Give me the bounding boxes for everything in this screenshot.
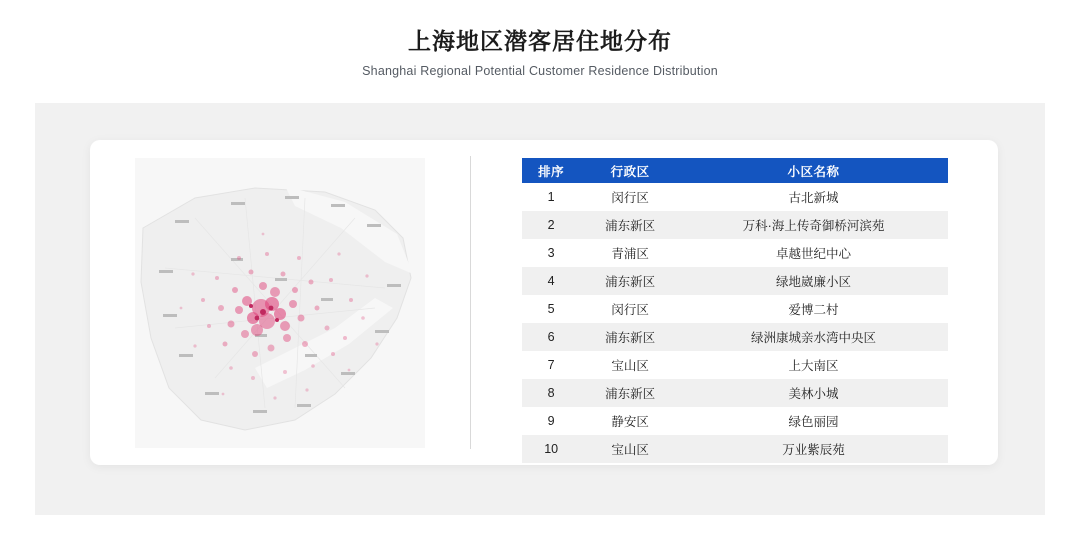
table-row <box>522 435 948 463</box>
table-pane <box>471 140 998 465</box>
table-row <box>522 323 948 351</box>
cell-community: 美林小城 <box>679 379 947 407</box>
column-header-rank: 排序 <box>522 158 581 183</box>
table-header-row <box>522 158 948 183</box>
cell-community: 万科·海上传奇御桥河滨苑 <box>679 211 947 239</box>
table-row <box>522 407 948 435</box>
cell-community: 卓越世纪中心 <box>679 239 947 267</box>
table-row <box>522 267 948 295</box>
cell-community: 绿洲康城亲水湾中央区 <box>679 323 947 351</box>
content-card <box>90 140 998 465</box>
cell-district: 青浦区 <box>581 239 680 267</box>
table-row <box>522 379 948 407</box>
cell-rank: 2 <box>522 211 581 239</box>
table-row <box>522 351 948 379</box>
cell-rank: 1 <box>522 183 581 211</box>
cell-district: 浦东新区 <box>581 267 680 295</box>
cell-rank: 3 <box>522 239 581 267</box>
cell-rank: 5 <box>522 295 581 323</box>
table-row <box>522 211 948 239</box>
cell-district: 浦东新区 <box>581 379 680 407</box>
ranking-table <box>522 158 948 463</box>
table-body <box>522 183 948 463</box>
cell-district: 宝山区 <box>581 435 680 463</box>
cell-district: 宝山区 <box>581 351 680 379</box>
cell-rank: 6 <box>522 323 581 351</box>
cell-rank: 7 <box>522 351 581 379</box>
cell-community: 万业紫辰苑 <box>679 435 947 463</box>
map-pane <box>90 140 470 465</box>
cell-district: 浦东新区 <box>581 211 680 239</box>
shanghai-density-map <box>135 158 425 448</box>
page-subtitle: Shanghai Regional Potential Customer Residence Distribution <box>362 64 718 78</box>
page-title: 上海地区潜客居住地分布 <box>408 28 672 54</box>
map-svg <box>135 158 425 448</box>
table-row <box>522 295 948 323</box>
cell-community: 古北新城 <box>679 183 947 211</box>
column-header-district: 行政区 <box>581 158 680 183</box>
cell-district: 闵行区 <box>581 295 680 323</box>
cell-rank: 4 <box>522 267 581 295</box>
cell-rank: 9 <box>522 407 581 435</box>
cell-community: 爱博二村 <box>679 295 947 323</box>
cell-community: 绿地崴廉小区 <box>679 267 947 295</box>
cell-district: 静安区 <box>581 407 680 435</box>
cell-rank: 8 <box>522 379 581 407</box>
header <box>0 0 1080 79</box>
cell-community: 上大南区 <box>679 351 947 379</box>
cell-community: 绿色丽园 <box>679 407 947 435</box>
cell-district: 闵行区 <box>581 183 680 211</box>
column-header-community: 小区名称 <box>679 158 947 183</box>
cell-rank: 10 <box>522 435 581 463</box>
table-row <box>522 239 948 267</box>
table-row <box>522 183 948 211</box>
cell-district: 浦东新区 <box>581 323 680 351</box>
table-head <box>522 158 948 183</box>
